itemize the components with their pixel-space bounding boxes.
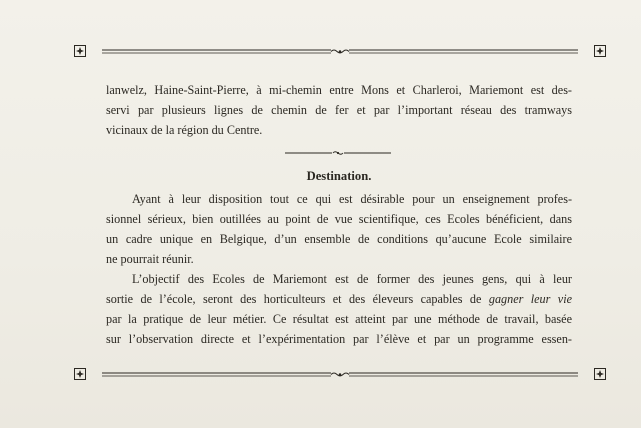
- top-ornamental-rule: [72, 44, 608, 60]
- text-line: L’objectif des Ecoles de Mariemont est de former des jeunes gens, qui à leur: [132, 272, 572, 286]
- paragraph-top: [106, 80, 572, 140]
- text-line: un cadre unique en Belgique, d’un ensemble de conditions qu’aucune Ecole similaire: [106, 232, 572, 246]
- paragraph-destination: [106, 189, 572, 269]
- text-line: sionnel sérieux, bien outillées au point de vue scientifique, ces Ecoles bénéficient, dans: [106, 212, 572, 226]
- text-line: [106, 289, 572, 309]
- section-divider: [285, 145, 391, 163]
- floral-ornament-icon: [75, 46, 86, 57]
- text-line: servi par plusieurs lignes de chemin de fer et par l’important réseau des tramways: [106, 103, 572, 117]
- center-vine-ornament-icon: [331, 373, 349, 376]
- text-line: lanwelz, Haine-Saint-Pierre, à mi-chemin entre Mons et Charleroi, Mariemont est des-: [106, 83, 572, 97]
- text-line: Ayant à leur disposition tout ce qui est désirable pour un enseignement profes-: [132, 192, 572, 206]
- divider-ornament-icon: [333, 152, 343, 155]
- section-heading: Destination.: [306, 169, 372, 183]
- italic-phrase: gagner leur vie: [488, 292, 572, 306]
- text-run: sortie de l’école, seront des horticulteurs et des éleveurs capables de: [106, 292, 489, 306]
- paragraph-objectif: [106, 269, 572, 349]
- floral-ornament-icon: [75, 369, 86, 380]
- center-vine-ornament-icon: [331, 50, 349, 53]
- bottom-ornamental-rule: [72, 367, 608, 383]
- text-line: sur l’observation directe et l’expérimentation par l’élève et par un programme essen-: [106, 332, 572, 346]
- text-line: ne pourrait réunir.: [106, 252, 194, 266]
- text-line: vicinaux de la région du Centre.: [106, 123, 263, 137]
- floral-ornament-icon: [595, 46, 606, 57]
- text-line: par la pratique de leur métier. Ce résultat est atteint par une méthode de travail, basée: [106, 312, 572, 326]
- floral-ornament-icon: [595, 369, 606, 380]
